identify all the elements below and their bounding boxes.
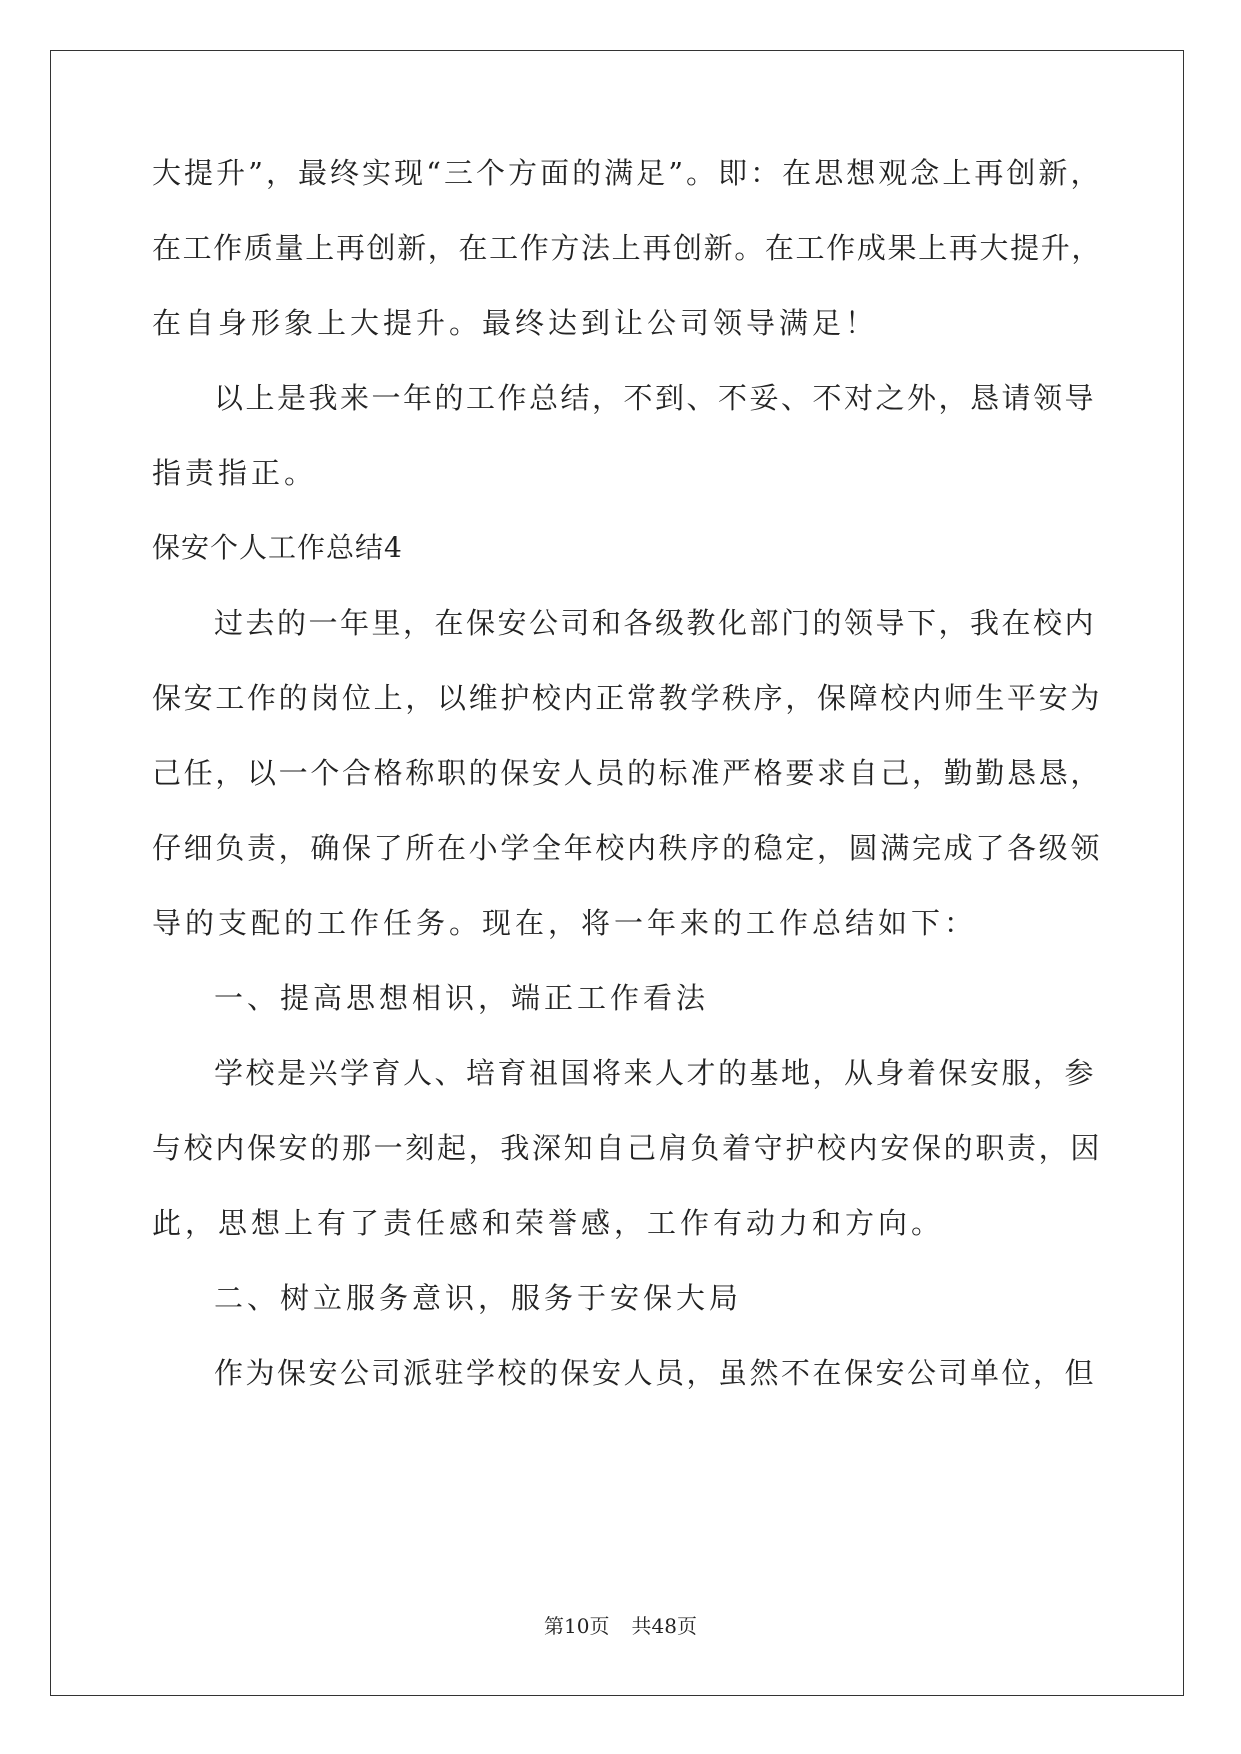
subheading: 二、树立服务意识，服务于安保大局 <box>214 1281 743 1315</box>
section-title: 保安个人工作总结4 <box>152 531 403 564</box>
page-total: 共48页 <box>631 1614 697 1638</box>
paragraph-line: 导的支配的工作任务。现在，将一年来的工作总结如下： <box>152 906 978 940</box>
paragraph-line: 大提升”，最终实现“三个方面的满足”。即：在思想观念上再创新， <box>152 156 1103 190</box>
page-border <box>50 50 1184 1696</box>
subheading: 一、提高思想相识，端正工作看法 <box>214 981 710 1015</box>
paragraph-line: 在自身形象上大提升。最终达到让公司领导满足！ <box>152 306 879 340</box>
paragraph-line: 仔细负责，确保了所在小学全年校内秩序的稳定，圆满完成了各级领 <box>152 831 1103 865</box>
paragraph-line: 指责指正。 <box>152 456 318 490</box>
paragraph-line: 保安工作的岗位上，以维护校内正常教学秩序，保障校内师生平安为 <box>152 681 1103 715</box>
paragraph-line: 此，思想上有了责任感和荣誉感，工作有动力和方向。 <box>152 1206 945 1240</box>
paragraph-line: 学校是兴学育人、培育祖国将来人才的基地，从身着保安服，参 <box>214 1056 1097 1090</box>
paragraph-line: 己任，以一个合格称职的保安人员的标准严格要求自己，勤勤恳恳， <box>152 756 1103 790</box>
page-footer <box>0 1613 1241 1639</box>
paragraph-line: 在工作质量上再创新，在工作方法上再创新。在工作成果上再大提升， <box>152 231 1103 265</box>
page-number: 第10页 <box>544 1614 610 1638</box>
paragraph-line: 作为保安公司派驻学校的保安人员，虽然不在保安公司单位，但 <box>214 1356 1097 1390</box>
paragraph-line: 与校内保安的那一刻起，我深知自己肩负着守护校内安保的职责，因 <box>152 1131 1103 1165</box>
paragraph-line: 过去的一年里，在保安公司和各级教化部门的领导下，我在校内 <box>214 606 1097 640</box>
paragraph-line: 以上是我来一年的工作总结，不到、不妥、不对之外，恳请领导 <box>214 381 1097 415</box>
